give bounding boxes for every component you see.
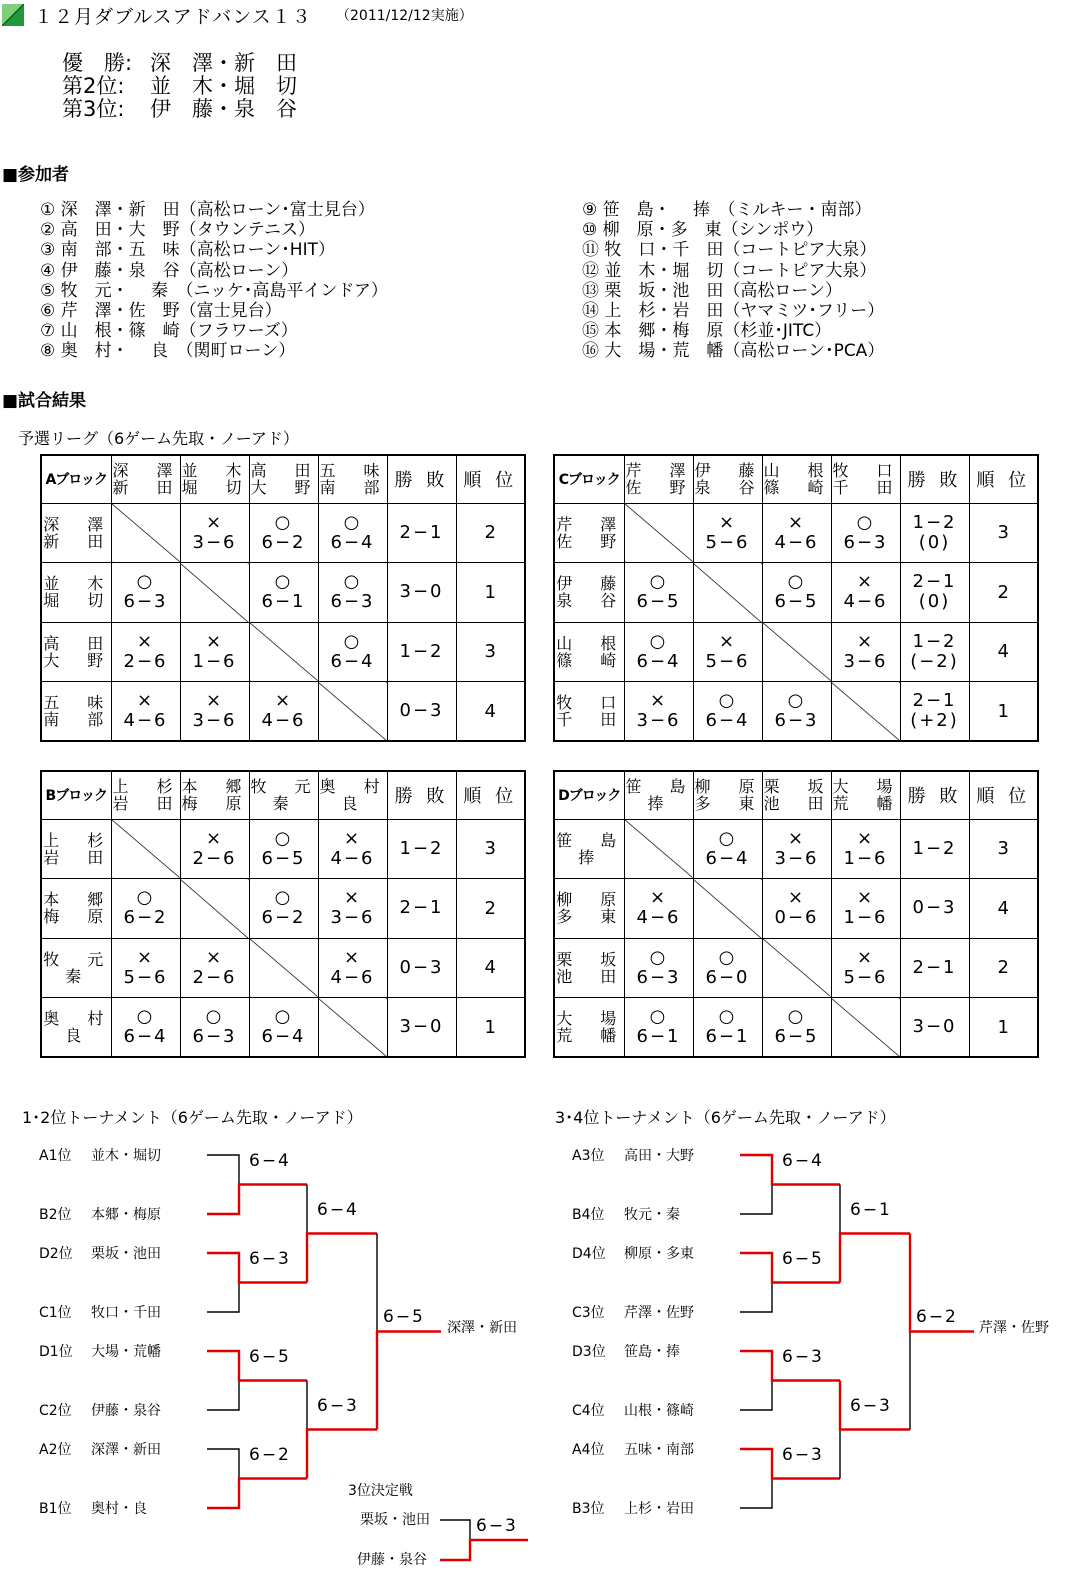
result-score: 6−3 (636, 966, 681, 988)
result-mark: × (205, 630, 224, 652)
held-date: （2011/12/12実施） (336, 8, 473, 24)
result-mark: ○ (274, 887, 293, 909)
match-score: 6−4 (317, 1199, 359, 1220)
winloss-cell: 1−2 (0) (900, 503, 969, 563)
result-mark: ○ (718, 946, 737, 968)
rank-cell: 1 (969, 682, 1038, 742)
champion-name: 芹澤・佐野 (979, 1319, 1049, 1336)
result-mark: ○ (718, 690, 737, 711)
result-mark: × (649, 887, 668, 909)
rank-cell: 2 (456, 879, 525, 939)
bracket-line (440, 1520, 470, 1540)
entry-name: 笹島・捧 (624, 1344, 680, 1360)
entry-seed: A1位 (39, 1148, 72, 1164)
result-mark: ○ (274, 1006, 293, 1027)
result-score: 1−6 (843, 847, 888, 869)
result-mark: × (343, 946, 362, 968)
entry-name: 芹澤・佐野 (624, 1305, 694, 1321)
result-mark: × (136, 630, 155, 652)
entry-name: 高田・大野 (624, 1148, 694, 1164)
entry-seed: C1位 (39, 1305, 72, 1321)
participant-item: ⑩ 柳 原・多 東（シンポウ） (582, 220, 824, 241)
participant-item: ④ 伊 藤・泉 谷（高松ローン） (40, 260, 299, 281)
result-mark: × (787, 827, 806, 849)
entry-name: 大場・荒幡 (91, 1344, 161, 1360)
result-score: 3−6 (774, 847, 819, 869)
result-mark: × (718, 511, 737, 533)
match-score: 6−3 (249, 1248, 291, 1269)
result-mark: ○ (136, 1006, 155, 1027)
result-score: 6−3 (843, 531, 888, 553)
winner-line (377, 1332, 441, 1430)
rank-header: 順 位 (969, 771, 1038, 819)
rank-cell: 3 (969, 503, 1038, 563)
rank-cell: 3 (456, 622, 525, 682)
row-player: 笹 島 捧 (554, 819, 624, 879)
column-player: 本 郷 梅 原 (180, 771, 249, 819)
third-place-entry: 栗坂・池田 (360, 1512, 430, 1528)
row-player: 上 杉 岩 田 (41, 819, 111, 879)
result-score: 5−6 (843, 966, 888, 988)
third-place-label: 3位決定戦 (348, 1483, 413, 1499)
winloss-cell: 3−0 (387, 563, 456, 623)
row-player: 伊 藤 泉 谷 (554, 563, 624, 623)
column-player: 栗 坂 池 田 (762, 771, 831, 819)
winner-line (440, 1540, 528, 1560)
result-score: 6−2 (261, 531, 306, 553)
result-score: 6−2 (261, 907, 306, 929)
rank-cell: 4 (456, 938, 525, 998)
bracket-line (207, 1283, 239, 1313)
entry-name: 柳原・多東 (624, 1246, 694, 1262)
rank-cell: 4 (456, 682, 525, 742)
entry-seed: D3位 (572, 1344, 606, 1360)
column-player: 牧 口 千 田 (831, 455, 900, 503)
rank-cell: 1 (456, 998, 525, 1058)
winner-line (307, 1234, 377, 1283)
rank-cell: 4 (969, 879, 1038, 939)
result-score: 6−0 (705, 966, 750, 988)
result-mark: ○ (343, 511, 362, 533)
result-mark: × (718, 630, 737, 652)
winner-line (307, 1430, 377, 1479)
rank-header: 順 位 (969, 455, 1038, 503)
column-player: 上 杉 岩 田 (111, 771, 180, 819)
participant-item: ① 深 澤・新 田（高松ローン･富士見台） (40, 200, 375, 220)
result-score: 1−6 (192, 650, 237, 672)
entry-seed: C4位 (572, 1403, 605, 1419)
bracket-line (207, 1381, 239, 1411)
result-mark: ○ (649, 630, 668, 652)
entry-seed: C2位 (39, 1403, 72, 1419)
winloss-header: 勝 敗 (387, 771, 456, 819)
column-player: 大 場 荒 幡 (831, 771, 900, 819)
winloss-cell: 2−1 (900, 938, 969, 998)
entry-name: 並木・堀切 (91, 1148, 161, 1164)
participant-item: ⑮ 本 郷・梅 原（杉並･JITC） (582, 321, 832, 342)
match-score: 6−5 (782, 1248, 824, 1269)
result-mark: ○ (136, 571, 155, 593)
result-score: 6−4 (261, 1026, 306, 1047)
results-heading: ■試合結果 (2, 391, 87, 411)
result-score: 6−4 (705, 710, 750, 731)
result-mark: × (136, 946, 155, 968)
block-label: Cブロック (554, 455, 624, 503)
entry-name: 伊藤・泉谷 (91, 1403, 161, 1419)
winloss-cell: 2−1 (0) (900, 563, 969, 623)
winloss-cell: 0−3 (900, 879, 969, 939)
bracket-line (740, 1479, 772, 1509)
participant-item: ⑯ 大 場・荒 幡（高松ローン･PCA） (582, 341, 885, 362)
entry-seed: B3位 (572, 1501, 605, 1517)
result-score: 6−4 (330, 650, 375, 672)
entry-name: 本郷・梅原 (91, 1207, 161, 1223)
final-score: 6−5 (383, 1306, 425, 1327)
bracket-line (740, 1381, 772, 1411)
result-score: 2−6 (192, 847, 237, 869)
result-mark: ○ (856, 511, 875, 533)
third-place-entry: 伊藤・泉谷 (357, 1552, 427, 1568)
result-score: 6−2 (123, 907, 168, 929)
winner-line (207, 1479, 307, 1509)
result-score: 3−6 (843, 650, 888, 672)
league-heading: 予選リーグ（6ゲーム先取・ノーアド） (18, 429, 299, 448)
result-score: 4−6 (330, 966, 375, 988)
result-score: 3−6 (636, 710, 681, 731)
winner-line (840, 1234, 910, 1283)
match-score: 6−3 (317, 1395, 359, 1416)
result-mark: × (856, 946, 875, 968)
result-score: 6−3 (330, 591, 375, 613)
row-player: 栗 坂 池 田 (554, 938, 624, 998)
result-mark: × (856, 827, 875, 849)
entry-seed: D4位 (572, 1246, 606, 1262)
row-player: 牧 口 千 田 (554, 682, 624, 742)
rank-cell: 1 (969, 998, 1038, 1058)
tournament34-heading: 3･4位トーナメント（6ゲーム先取・ノーアド） (555, 1108, 896, 1127)
block-label: Aブロック (41, 455, 111, 503)
result-score: 6−1 (705, 1026, 750, 1047)
result-score: 4−6 (123, 710, 168, 731)
result-mark: ○ (718, 827, 737, 849)
winloss-cell: 2−1 (+2) (900, 682, 969, 742)
result-score: 6−4 (705, 847, 750, 869)
column-player: 高 田 大 野 (249, 455, 318, 503)
winloss-cell: 2−1 (387, 879, 456, 939)
winloss-cell: 0−3 (387, 938, 456, 998)
winner-row: 第3位: 伊 藤・泉 谷 (62, 97, 297, 121)
match-score: 6−4 (782, 1150, 824, 1171)
entry-seed: C3位 (572, 1305, 605, 1321)
winloss-cell: 3−0 (900, 998, 969, 1058)
result-score: 6−5 (261, 847, 306, 869)
result-score: 4−6 (330, 847, 375, 869)
row-player: 五 味 南 部 (41, 682, 111, 742)
result-mark: × (856, 630, 875, 652)
row-player: 牧 元 秦 (41, 938, 111, 998)
participant-item: ② 高 田・大 野（タウンテニス） (40, 220, 315, 241)
result-score: 5−6 (705, 531, 750, 553)
row-player: 奥 村 良 (41, 998, 111, 1058)
block-label: Dブロック (554, 771, 624, 819)
rank-header: 順 位 (456, 455, 525, 503)
result-score: 2−6 (123, 650, 168, 672)
rank-cell: 1 (456, 563, 525, 623)
participant-item: ⑥ 芹 澤・佐 野（富士見台） (40, 301, 282, 322)
result-score: 6−1 (636, 1026, 681, 1047)
result-score: 0−6 (774, 907, 819, 929)
row-player: 高 田 大 野 (41, 622, 111, 682)
result-mark: × (856, 571, 875, 593)
match-score: 6−3 (782, 1346, 824, 1367)
third-place-score: 6−3 (476, 1516, 518, 1536)
entry-name: 奥村・良 (91, 1501, 147, 1517)
entry-name: 五味・南部 (624, 1442, 694, 1458)
result-mark: ○ (649, 1006, 668, 1027)
result-mark: ○ (787, 690, 806, 711)
winloss-cell: 1−2 (387, 819, 456, 879)
entry-name: 牧口・千田 (91, 1305, 161, 1321)
column-player: 山 根 篠 崎 (762, 455, 831, 503)
bracket-line (207, 1155, 239, 1185)
result-score: 3−6 (330, 907, 375, 929)
column-player: 牧 元 秦 (249, 771, 318, 819)
result-mark: ○ (274, 827, 293, 849)
result-mark: × (787, 511, 806, 533)
result-mark: ○ (787, 1006, 806, 1027)
result-score: 4−6 (774, 531, 819, 553)
entry-seed: B1位 (39, 1501, 72, 1517)
result-score: 6−4 (123, 1026, 168, 1047)
result-score: 6−3 (192, 1026, 237, 1047)
rank-cell: 4 (969, 622, 1038, 682)
entry-seed: B4位 (572, 1207, 605, 1223)
result-mark: × (856, 887, 875, 909)
result-score: 5−6 (123, 966, 168, 988)
result-mark: × (649, 690, 668, 711)
winloss-header: 勝 敗 (387, 455, 456, 503)
winner-row: 優 勝: 深 澤・新 田 (62, 51, 297, 75)
result-mark: ○ (136, 887, 155, 909)
entry-seed: A2位 (39, 1442, 72, 1458)
entry-name: 深澤・新田 (91, 1442, 161, 1458)
result-mark: ○ (787, 571, 806, 593)
column-player: 五 味 南 部 (318, 455, 387, 503)
result-score: 1−6 (843, 907, 888, 929)
result-mark: × (205, 827, 224, 849)
match-score: 6−4 (249, 1150, 291, 1171)
entry-seed: A3位 (572, 1148, 605, 1164)
result-score: 6−4 (636, 650, 681, 672)
participant-item: ⑭ 上 杉・岩 田（ヤマミツ･フリー） (582, 301, 885, 322)
match-score: 6−3 (850, 1395, 892, 1416)
result-mark: ○ (649, 571, 668, 593)
match-score: 6−1 (850, 1199, 892, 1220)
match-score: 6−5 (249, 1346, 291, 1367)
winloss-cell: 3−0 (387, 998, 456, 1058)
result-mark: ○ (343, 571, 362, 593)
entry-name: 栗坂・池田 (91, 1246, 161, 1262)
winloss-header: 勝 敗 (900, 455, 969, 503)
match-score: 6−2 (249, 1444, 291, 1465)
result-mark: × (787, 887, 806, 909)
rank-cell: 2 (969, 563, 1038, 623)
participant-item: ③ 南 部・五 味（高松ローン･HIT） (40, 240, 335, 261)
result-mark: × (343, 887, 362, 909)
participant-item: ⑨ 笹 島・ 捧 （ミルキー・南部） (582, 200, 872, 220)
row-player: 柳 原 多 東 (554, 879, 624, 939)
result-mark: ○ (649, 946, 668, 968)
row-player: 芹 澤 佐 野 (554, 503, 624, 563)
participant-item: ⑬ 栗 坂・池 田（高松ローン） (582, 280, 843, 301)
winloss-cell: 1−2 (−2) (900, 622, 969, 682)
result-score: 3−6 (192, 710, 237, 731)
result-score: 5−6 (705, 650, 750, 672)
column-player: 奥 村 良 (318, 771, 387, 819)
result-mark: × (205, 511, 224, 533)
column-player: 芹 澤 佐 野 (624, 455, 693, 503)
winner-row: 第2位: 並 木・堀 切 (62, 74, 297, 98)
row-player: 山 根 篠 崎 (554, 622, 624, 682)
result-score: 4−6 (261, 710, 306, 731)
entry-name: 牧元・秦 (624, 1207, 680, 1223)
result-mark: × (136, 690, 155, 711)
participant-item: ⑫ 並 木・堀 切（コートピア大泉） (582, 260, 877, 281)
result-mark: ○ (274, 571, 293, 593)
column-player: 伊 藤 泉 谷 (693, 455, 762, 503)
result-score: 4−6 (636, 907, 681, 929)
rank-header: 順 位 (456, 771, 525, 819)
tournament12-heading: 1･2位トーナメント（6ゲーム先取・ノーアド） (22, 1108, 363, 1127)
entry-seed: B2位 (39, 1207, 72, 1223)
block-label: Bブロック (41, 771, 111, 819)
result-mark: × (274, 690, 293, 711)
rank-cell: 3 (456, 819, 525, 879)
result-mark: ○ (205, 1006, 224, 1027)
entry-seed: D2位 (39, 1246, 73, 1262)
final-score: 6−2 (916, 1306, 958, 1327)
participant-item: ⑤ 牧 元・ 秦 （ニッケ･高島平インドア） (40, 280, 388, 301)
winloss-cell: 0−3 (387, 682, 456, 742)
result-mark: × (343, 827, 362, 849)
rank-cell: 3 (969, 819, 1038, 879)
bracket-line (740, 1283, 772, 1313)
entry-seed: D1位 (39, 1344, 73, 1360)
result-score: 6−5 (774, 591, 819, 613)
result-score: 4−6 (843, 591, 888, 613)
entry-seed: A4位 (572, 1442, 605, 1458)
row-player: 本 郷 梅 原 (41, 879, 111, 939)
champion-name: 深澤・新田 (447, 1319, 517, 1336)
match-score: 6−3 (782, 1444, 824, 1465)
result-score: 6−5 (636, 591, 681, 613)
rank-cell: 2 (456, 503, 525, 563)
result-score: 6−1 (261, 591, 306, 613)
column-player: 柳 原 多 東 (693, 771, 762, 819)
result-mark: ○ (274, 511, 293, 533)
row-player: 大 場 荒 幡 (554, 998, 624, 1058)
entry-name: 山根・篠崎 (624, 1403, 694, 1419)
column-player: 深 澤 新 田 (111, 455, 180, 503)
bracket-line (207, 1449, 239, 1479)
participant-item: ⑧ 奥 村・ 良 （関町ローン） (40, 341, 296, 362)
row-player: 深 澤 新 田 (41, 503, 111, 563)
participant-item: ⑦ 山 根・篠 崎（フラワーズ） (40, 321, 298, 342)
result-mark: × (205, 946, 224, 968)
winloss-cell: 2−1 (387, 503, 456, 563)
result-score: 2−6 (192, 966, 237, 988)
winloss-cell: 1−2 (387, 622, 456, 682)
bracket-line (740, 1185, 772, 1215)
result-mark: ○ (343, 630, 362, 652)
participants-heading: ■参加者 (2, 165, 70, 185)
page-title: １２月ダブルスアドバンス１３ (34, 6, 312, 28)
entry-name: 上杉・岩田 (624, 1501, 694, 1517)
result-score: 3−6 (192, 531, 237, 553)
winloss-cell: 1−2 (900, 819, 969, 879)
participant-item: ⑪ 牧 口・千 田（コートピア大泉） (582, 240, 877, 261)
result-score: 6−3 (774, 710, 819, 731)
column-player: 並 木 堀 切 (180, 455, 249, 503)
result-mark: ○ (718, 1006, 737, 1027)
winner-line (207, 1185, 307, 1215)
result-score: 6−5 (774, 1026, 819, 1047)
result-score: 6−3 (123, 591, 168, 613)
winloss-header: 勝 敗 (900, 771, 969, 819)
result-score: 6−4 (330, 531, 375, 553)
row-player: 並 木 堀 切 (41, 563, 111, 623)
result-mark: × (205, 690, 224, 711)
rank-cell: 2 (969, 938, 1038, 998)
column-player: 笹 島 捧 (624, 771, 693, 819)
